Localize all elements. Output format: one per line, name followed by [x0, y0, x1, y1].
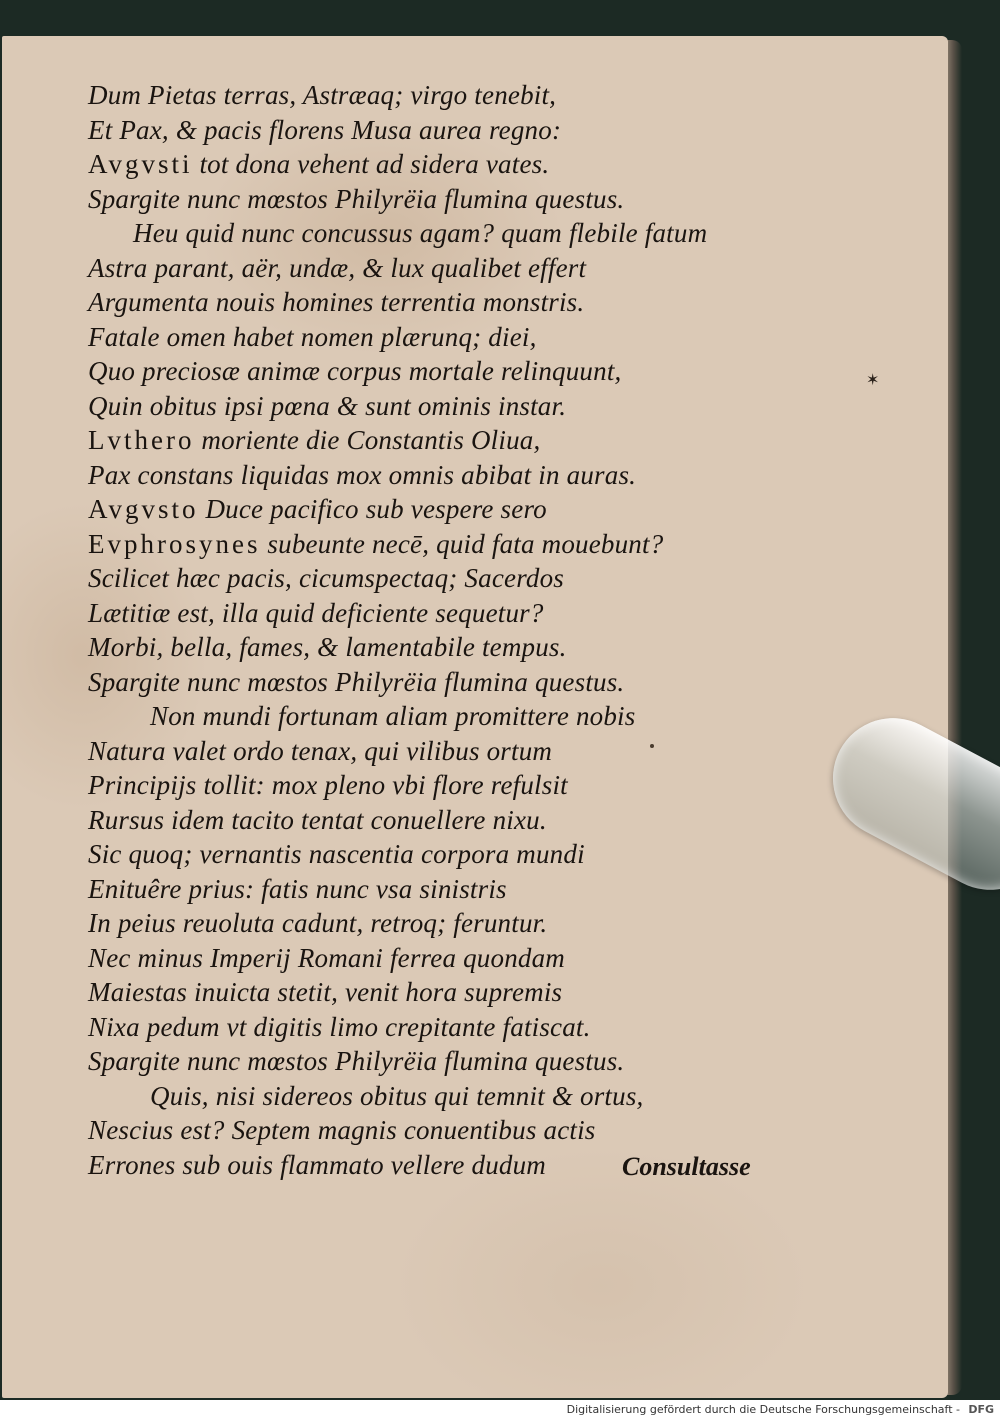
verse-line — [88, 182, 808, 217]
verse-line-text: Heu quid nunc concussus agam? quam flebile fatum — [133, 218, 708, 248]
verse-line — [88, 147, 808, 182]
verse-line-text: Natura valet ordo tenax, qui vilibus ortum — [88, 735, 553, 766]
verse-line — [88, 768, 808, 803]
verse-line-text: Nixa pedum vt digitis limo crepitante fatiscat. — [88, 1011, 591, 1042]
verse-line-text: Non mundi fortunam aliam promittere nobis — [150, 701, 636, 731]
verse-line-text: Pax constans liquidas mox omnis abibat in auras. — [88, 459, 637, 490]
verse-line — [88, 113, 808, 148]
catchword: Consultasse — [622, 1152, 751, 1181]
verse-line — [88, 354, 808, 389]
verse-line-text: Scilicet hæc pacis, cicumspectaq; Sacerdos — [88, 563, 565, 593]
verse-line-text: subeunte necē, quid fata mouebunt? — [260, 528, 664, 559]
verse-line — [88, 561, 808, 596]
verse-line — [88, 1044, 808, 1079]
small-caps-name: Avgvsto — [88, 494, 199, 524]
verse-text-block — [88, 78, 808, 1182]
verse-line-text: Astra parant, aër, undæ, & lux qualibet effert — [88, 252, 587, 283]
verse-line — [88, 389, 808, 424]
verse-line — [88, 423, 808, 458]
verse-line-text: Spargite nunc mœstos Philyrëia flumina questus. — [88, 1046, 625, 1076]
small-caps-name: Avgvsti — [88, 149, 193, 179]
verse-line — [88, 527, 808, 562]
verse-line — [88, 906, 808, 941]
verse-line — [88, 975, 808, 1010]
verse-line-text: moriente die Constantis Oliua, — [194, 425, 541, 455]
verse-line — [88, 734, 808, 769]
verse-line-text: Errones sub ouis flammato vellere dudum — [88, 1149, 547, 1180]
dfg-logo-icon: DFG — [968, 1403, 994, 1416]
verse-line-text: Principijs tollit: mox pleno vbi flore refulsit — [88, 770, 568, 800]
verse-line-text: Spargite nunc mœstos Philyrëia flumina questus. — [88, 183, 625, 214]
verse-line-text: Fatale omen habet nomen plærunq; diei, — [88, 321, 537, 352]
verse-line — [88, 285, 808, 320]
verse-line — [88, 251, 808, 286]
verse-line — [88, 837, 808, 872]
verse-line-text: Nec minus Imperij Romani ferrea quondam — [88, 942, 565, 973]
verse-line — [88, 596, 808, 631]
verse-line — [88, 1010, 808, 1045]
verse-line-text: Et Pax, & pacis florens Musa aurea regno: — [88, 114, 562, 145]
verse-line-text: Argumenta nouis homines terrentia monstris. — [88, 287, 585, 317]
verse-line — [88, 1113, 808, 1148]
verse-line-text: Lætitiæ est, illa quid deficiente sequetur? — [88, 597, 544, 628]
verse-line — [88, 803, 808, 838]
ornament-mark: ✶ — [866, 370, 880, 389]
verse-line-text: Morbi, bella, fames, & lamentabile tempus. — [88, 632, 567, 662]
verse-line — [88, 320, 808, 355]
verse-line-text: Duce pacifico sub vespere sero — [198, 494, 547, 524]
verse-line-text: Spargite nunc mœstos Philyrëia flumina questus. — [88, 666, 625, 697]
verse-line-text: Quis, nisi sidereos obitus qui temnit & ortus, — [150, 1080, 644, 1111]
verse-line-text: Enituêre prius: fatis nunc vsa sinistris — [88, 873, 507, 904]
verse-line — [88, 492, 808, 527]
verse-line — [88, 78, 808, 113]
verse-line-text: Quo preciosæ animæ corpus mortale relinquunt, — [88, 356, 622, 386]
footer-bar — [0, 1400, 1000, 1422]
verse-line — [88, 665, 808, 700]
verse-line — [88, 699, 808, 734]
verse-line — [88, 630, 808, 665]
verse-line — [88, 1079, 808, 1114]
small-caps-name: Lvthero — [88, 425, 195, 455]
verse-line-text: Nescius est? Septem magnis conuentibus actis — [88, 1115, 596, 1145]
verse-line — [88, 458, 808, 493]
verse-line-text: Dum Pietas terras, Astræaq; virgo tenebit, — [88, 80, 557, 110]
verse-line — [88, 941, 808, 976]
verse-line-text: In peius reuoluta cadunt, retroq; feruntur. — [88, 908, 548, 938]
verse-line-text: Maiestas inuicta stetit, venit hora supremis — [88, 977, 563, 1007]
small-caps-name: Evphrosynes — [88, 528, 261, 559]
verse-line — [88, 216, 808, 251]
verse-line-text: Quin obitus ipsi pœna & sunt ominis instar. — [88, 390, 567, 421]
footer-credit: Digitalisierung gefördert durch die Deutsche Forschungsgemeinschaft - — [566, 1403, 960, 1416]
verse-line-text: Rursus idem tacito tentat conuellere nixu. — [88, 804, 547, 835]
verse-line-text: tot dona vehent ad sidera vates. — [192, 149, 550, 179]
verse-line — [88, 872, 808, 907]
ink-speck — [650, 744, 654, 748]
verse-line-text: Sic quoq; vernantis nascentia corpora mundi — [88, 839, 585, 869]
